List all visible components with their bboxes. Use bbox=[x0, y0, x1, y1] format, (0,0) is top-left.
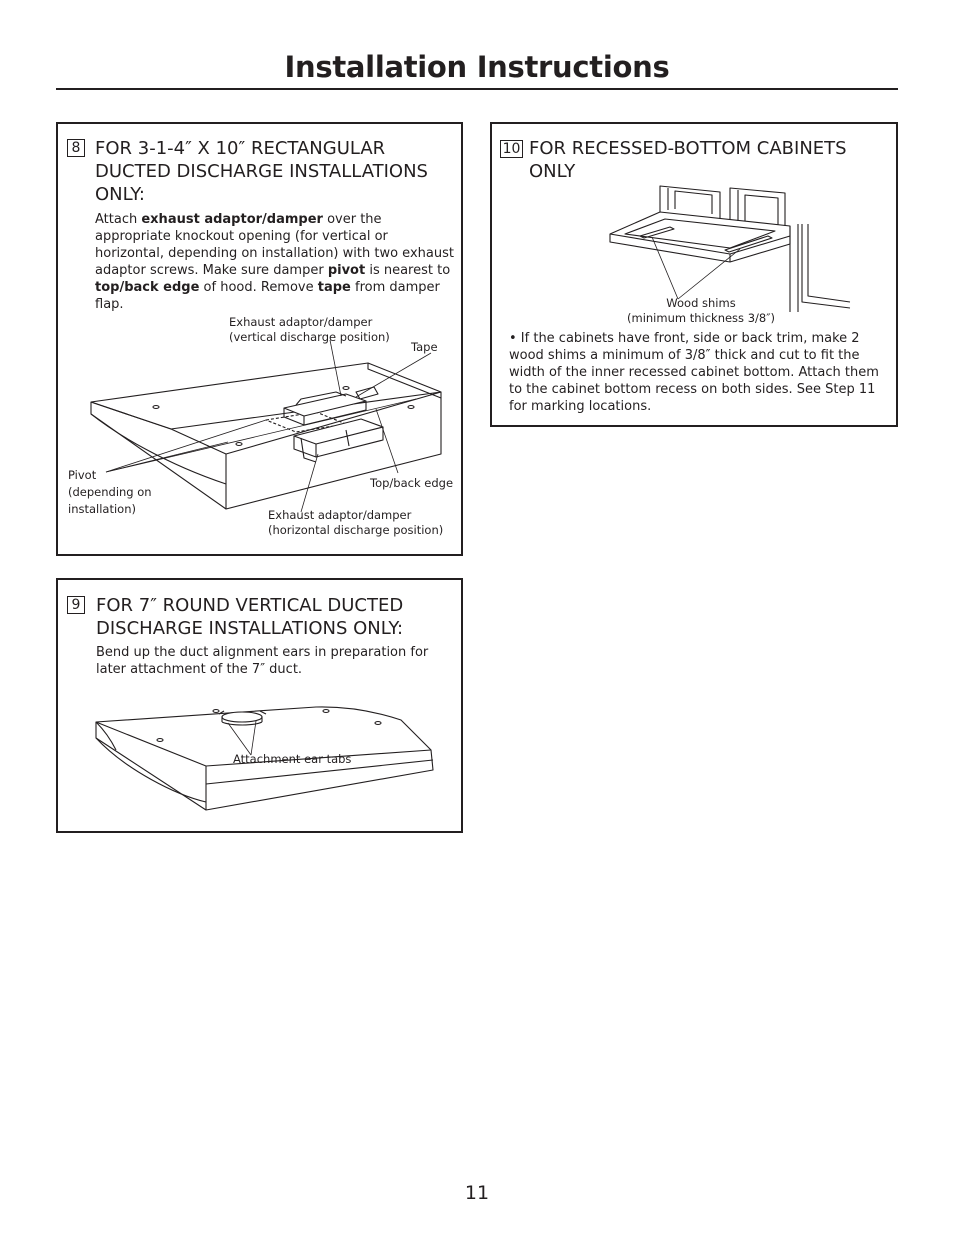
step-8-body-run: of hood. Remove bbox=[199, 280, 318, 295]
label-tape: Tape bbox=[411, 340, 438, 354]
label-vertical-adaptor: Exhaust adaptor/damper (vertical discharge position) bbox=[229, 315, 390, 344]
label-horizontal-adaptor: Exhaust adaptor/damper (horizontal discharge position) bbox=[268, 508, 444, 537]
label-top-back-edge: Top/back edge bbox=[370, 476, 454, 490]
step-8-body-run: exhaust adaptor/damper bbox=[141, 212, 323, 227]
step-8-body-run: Attach bbox=[95, 212, 142, 227]
page-title: Installation Instructions bbox=[284, 50, 670, 84]
step-10-number: 10 bbox=[500, 140, 523, 158]
step-8-body-run: is nearest to bbox=[365, 263, 451, 278]
step-8-body-run: over the appropriate knockout opening (for vertical or horizontal, depending on installation) with two exhaust adaptor screws. Make sure damper bbox=[95, 212, 454, 278]
step-9-hood-illustration bbox=[56, 580, 463, 830]
step-8-body-run: pivot bbox=[327, 263, 366, 278]
label-attachment-ear-tabs: Attachment ear tabs bbox=[233, 752, 352, 766]
step-10-bullet: • If the cabinets have front, side or back trim, make 2 wood shims a minimum of 3/8″ thick and cut to fit the width of the inner recessed cabinet bottom. Attach them to the cabinet bottom recess on both sides. See Step 11 for marking locations. bbox=[509, 331, 879, 414]
step-8-body-run: tape bbox=[317, 280, 351, 295]
label-wood-shims: Wood shims (minimum thickness 3/8″) bbox=[627, 296, 775, 325]
title-rule bbox=[56, 88, 898, 90]
step-8-body-run: from damper flap. bbox=[95, 280, 440, 312]
step-8-number: 8 bbox=[67, 139, 85, 157]
step-8-body-run: top/back edge bbox=[95, 280, 200, 295]
step-9-heading: FOR 7″ ROUND VERTICAL DUCTED DISCHARGE INSTALLATIONS ONLY: bbox=[96, 595, 404, 639]
step-9-number: 9 bbox=[67, 596, 85, 614]
page-number: 11 bbox=[464, 1182, 490, 1204]
step-9-body: Bend up the duct alignment ears in preparation for later attachment of the 7″ duct. bbox=[96, 645, 429, 677]
step-10-heading: FOR RECESSED-BOTTOM CABINETS ONLY bbox=[529, 138, 847, 182]
label-pivot: Pivot (depending on installation) bbox=[68, 468, 152, 516]
step-8-heading: FOR 3-1-4″ X 10″ RECTANGULAR DUCTED DISCHARGE INSTALLATIONS ONLY: bbox=[95, 138, 428, 205]
